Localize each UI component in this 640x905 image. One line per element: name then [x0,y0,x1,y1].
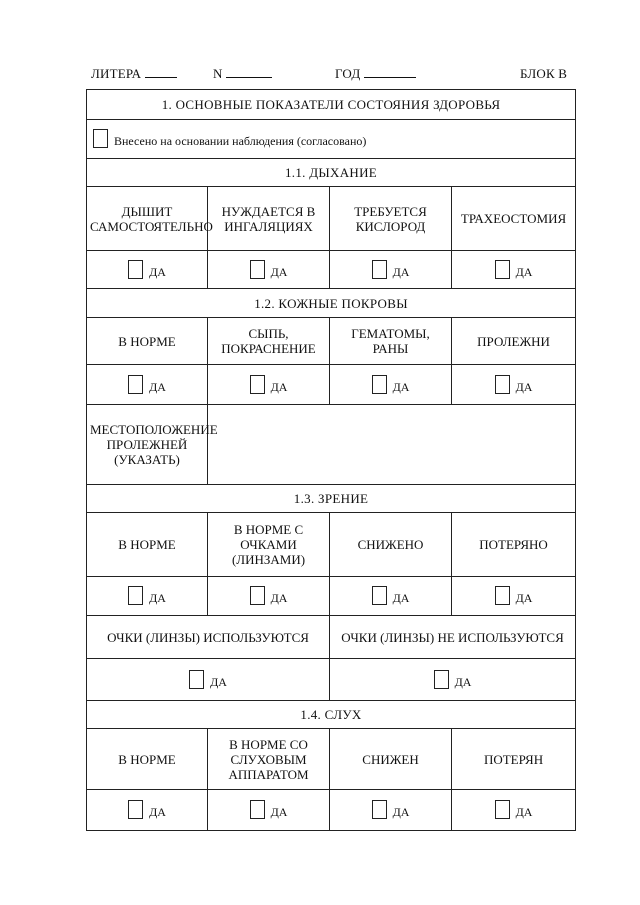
skin-col-2: ГЕМАТОМЫ, РАНЫ [330,318,452,365]
note-checkbox[interactable] [93,129,108,148]
note-row [87,120,576,159]
bedsore-location-field[interactable] [208,405,576,485]
yes-label: ДА [392,264,410,279]
litera-field[interactable] [145,66,177,78]
section-title: 1. ОСНОВНЫЕ ПОКАЗАТЕЛИ СОСТОЯНИЯ ЗДОРОВЬЯ [87,90,576,120]
note-text: Внесено на основании наблюдения (согласовано) [114,134,367,148]
yes-label: ДА [270,379,288,394]
skin-yes-1[interactable] [208,365,330,405]
yes-label: ДА [149,805,166,819]
breathing-col-0: ДЫШИТ САМОСТОЯТЕЛЬНО [87,187,208,251]
hearing-yes-0[interactable] [87,790,208,831]
checkbox[interactable] [128,800,143,819]
vision-yes-0[interactable] [87,577,208,616]
yes-label: ДА [454,674,472,689]
checkbox[interactable] [250,375,265,394]
checkbox[interactable] [434,670,449,689]
vision-col-3: ПОТЕРЯНО [452,513,576,577]
checkbox[interactable] [495,375,510,394]
skin-col-1: СЫПЬ, ПОКРАСНЕНИЕ [208,318,330,365]
checkbox[interactable] [128,260,143,279]
checkbox[interactable] [372,800,387,819]
yes-label: ДА [149,264,166,279]
yes-label: ДА [149,379,166,394]
breathing-title: 1.1. ДЫХАНИЕ [87,159,576,187]
god-label: ГОД [335,66,361,81]
glasses-used-label: ОЧКИ (ЛИНЗЫ) ИСПОЛЬЗУЮТСЯ [87,616,330,659]
header-god [335,66,416,82]
skin-title: 1.2. КОЖНЫЕ ПОКРОВЫ [87,289,576,318]
checkbox[interactable] [250,260,265,279]
header-n [213,66,272,82]
glasses-not-used-yes[interactable] [330,659,576,701]
yes-label: ДА [392,591,410,605]
block-label: БЛОК В [520,66,568,81]
glasses-used-yes[interactable] [87,659,330,701]
breathing-yes-1[interactable] [208,251,330,289]
vision-col-0: В НОРМЕ [87,513,208,577]
yes-label: ДА [270,591,288,605]
yes-label: ДА [515,264,533,279]
skin-yes-0[interactable] [87,365,208,405]
n-label: N [213,66,223,81]
checkbox[interactable] [250,586,265,605]
god-field[interactable] [364,66,416,78]
vision-col-2: СНИЖЕНО [330,513,452,577]
skin-yes-2[interactable] [330,365,452,405]
hearing-col-1: В НОРМЕ СО СЛУХОВЫМ АППАРАТОМ [208,729,330,790]
breathing-col-1: НУЖДАЕТСЯ В ИНГАЛЯЦИЯХ [208,187,330,251]
yes-label: ДА [270,805,288,819]
hearing-title: 1.4. СЛУХ [87,701,576,729]
breathing-yes-2[interactable] [330,251,452,289]
vision-yes-1[interactable] [208,577,330,616]
yes-label: ДА [392,805,410,819]
hearing-yes-1[interactable] [208,790,330,831]
yes-label: ДА [515,379,533,394]
yes-label: ДА [210,674,227,689]
hearing-col-2: СНИЖЕН [330,729,452,790]
breathing-col-2: ТРЕБУЕТСЯ КИСЛОРОД [330,187,452,251]
checkbox[interactable] [128,586,143,605]
yes-label: ДА [515,805,533,819]
vision-yes-2[interactable] [330,577,452,616]
health-form-table [86,89,576,831]
n-field[interactable] [226,66,272,78]
glasses-not-used-label: ОЧКИ (ЛИНЗЫ) НЕ ИСПОЛЬЗУЮТСЯ [330,616,576,659]
header-litera [91,66,177,82]
skin-yes-3[interactable] [452,365,576,405]
hearing-col-0: В НОРМЕ [87,729,208,790]
bedsore-location-label: МЕСТОПОЛОЖЕНИЕ ПРОЛЕЖНЕЙ (УКАЗАТЬ) [87,405,208,485]
skin-col-0: В НОРМЕ [87,318,208,365]
litera-label: ЛИТЕРА [91,66,142,81]
checkbox[interactable] [495,800,510,819]
breathing-col-3: ТРАХЕОСТОМИЯ [452,187,576,251]
checkbox[interactable] [128,375,143,394]
vision-title: 1.3. ЗРЕНИЕ [87,485,576,513]
checkbox[interactable] [495,586,510,605]
checkbox[interactable] [250,800,265,819]
yes-label: ДА [392,379,410,394]
skin-col-3: ПРОЛЕЖНИ [452,318,576,365]
checkbox[interactable] [189,670,204,689]
checkbox[interactable] [372,375,387,394]
hearing-yes-3[interactable] [452,790,576,831]
checkbox[interactable] [372,586,387,605]
hearing-col-3: ПОТЕРЯН [452,729,576,790]
checkbox[interactable] [495,260,510,279]
checkbox[interactable] [372,260,387,279]
breathing-yes-3[interactable] [452,251,576,289]
hearing-yes-2[interactable] [330,790,452,831]
vision-yes-3[interactable] [452,577,576,616]
yes-label: ДА [149,591,166,605]
yes-label: ДА [515,591,533,605]
yes-label: ДА [270,264,288,279]
vision-col-1: В НОРМЕ С ОЧКАМИ (ЛИНЗАМИ) [208,513,330,577]
breathing-yes-0[interactable] [87,251,208,289]
